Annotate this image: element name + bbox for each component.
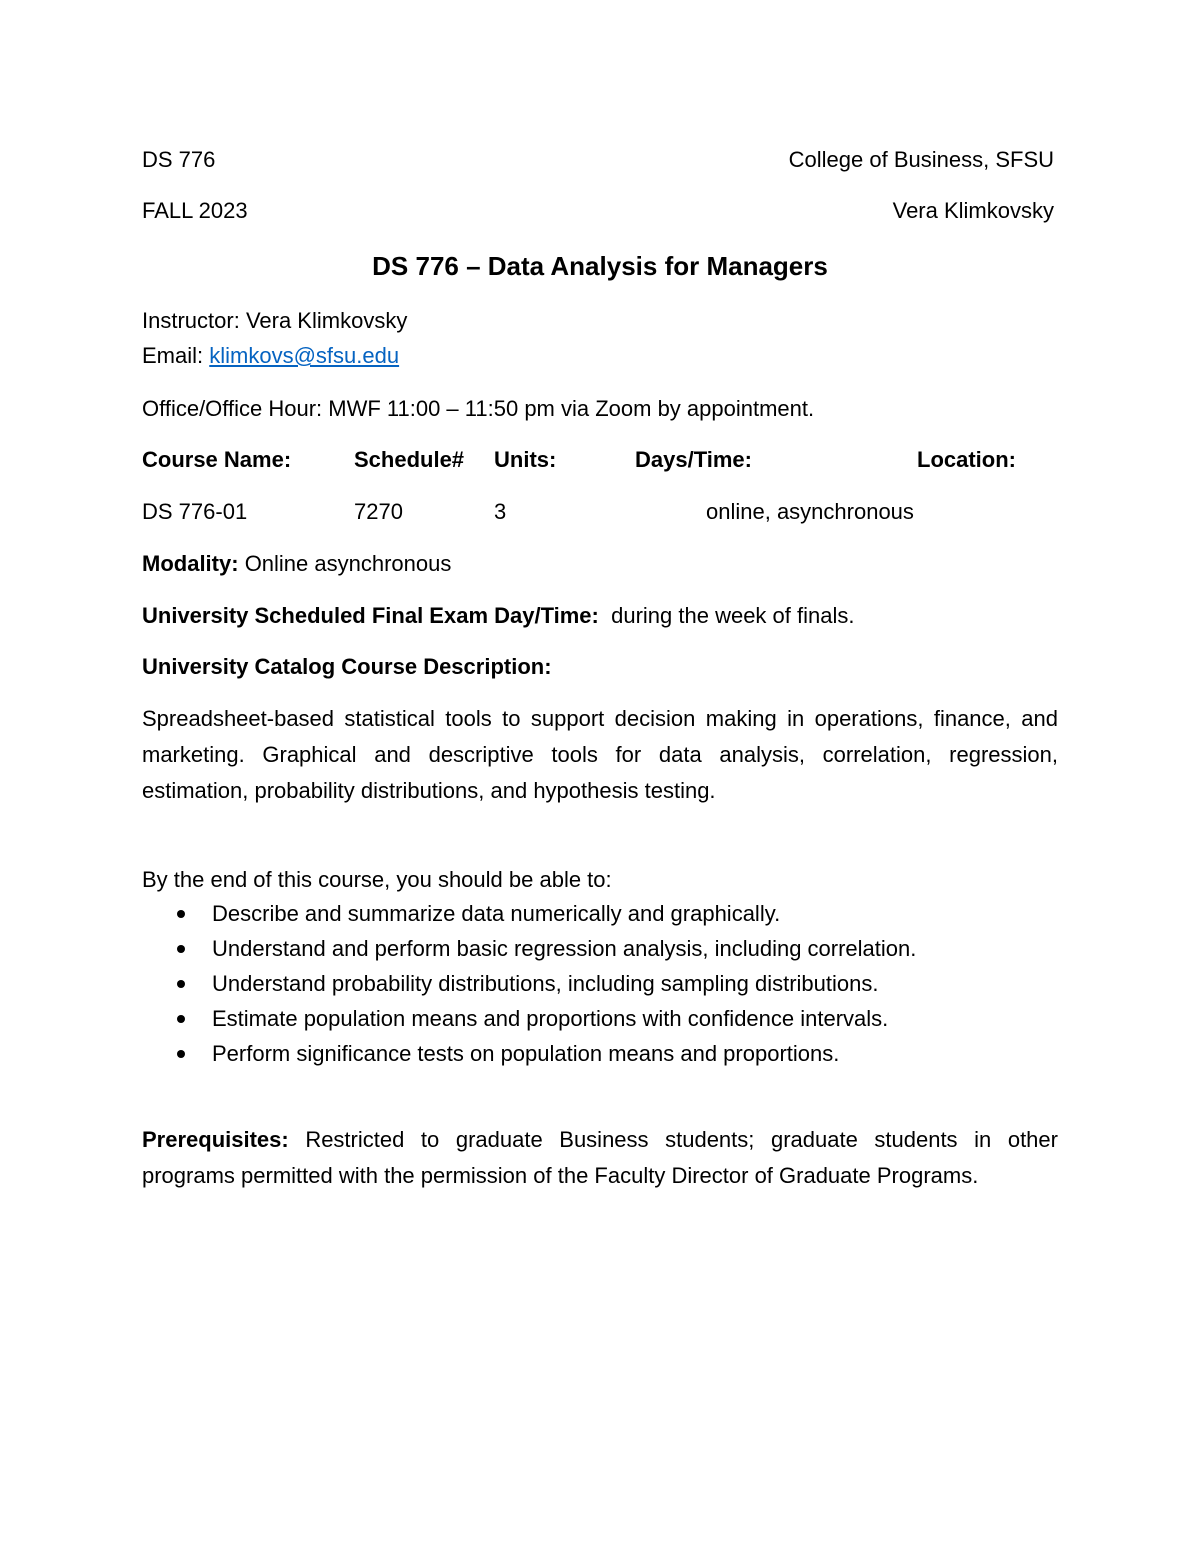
outcome-text: Describe and summarize data numerically and graphically.: [212, 901, 781, 926]
final-exam-line: [142, 603, 854, 629]
term: FALL 2023: [142, 198, 248, 223]
page-title: DS 776 – Data Analysis for Managers: [372, 251, 828, 281]
prerequisites-label: Prerequisites:: [142, 1127, 289, 1152]
bullet-icon: [177, 1050, 185, 1058]
email-line: [142, 343, 399, 369]
outcomes-list: [142, 898, 916, 1073]
bullet-icon: [177, 1015, 185, 1023]
college-name: College of Business, SFSU: [788, 147, 1054, 172]
bullet-icon: [177, 910, 185, 918]
catalog-description: Spreadsheet-based statistical tools to support decision making in operations, finance, and marketing. Graphical and descriptive tools for data analysis, correlation, regression, estimation, probability distributions, and hypothesis testing.: [142, 706, 1058, 803]
cell-course-name: DS 776-01: [142, 499, 248, 524]
cell-schedule: 7270: [354, 499, 403, 524]
prerequisites-value: Restricted to graduate Business students; graduate students in other programs permitted with the permission of the Faculty Director of Graduate Programs.: [142, 1127, 1058, 1188]
cell-units: 3: [494, 499, 507, 524]
header-location: Location:: [917, 447, 1016, 472]
modality-label: Modality:: [142, 551, 239, 576]
outcome-text: Understand and perform basic regression analysis, including correlation.: [212, 936, 917, 961]
final-exam-label: University Scheduled Final Exam Day/Time:: [142, 603, 599, 628]
email-label: Email:: [142, 343, 204, 368]
course-code: DS 776: [142, 147, 216, 172]
header-course-name: Course Name:: [142, 447, 292, 472]
list-item: [142, 968, 916, 1003]
modality-line: [142, 551, 451, 577]
outcome-text: Estimate population means and proportions with confidence intervals.: [212, 1006, 889, 1031]
cell-days-time: online, asynchronous: [706, 499, 914, 524]
header-instructor: Vera Klimkovsky: [892, 198, 1054, 223]
header-days-time: Days/Time:: [635, 447, 752, 472]
prerequisites: [142, 1122, 1058, 1194]
outcome-text: Understand probability distributions, including sampling distributions.: [212, 971, 879, 996]
list-item: [142, 933, 916, 968]
modality-value: Online asynchronous: [244, 551, 452, 576]
list-item: [142, 1003, 916, 1038]
instructor-value: Vera Klimkovsky: [245, 308, 408, 333]
outcome-text: Perform significance tests on population means and proportions.: [212, 1041, 840, 1066]
instructor-line: [142, 308, 407, 334]
header-schedule: Schedule#: [354, 447, 465, 472]
list-item: [142, 898, 916, 933]
catalog-label: University Catalog Course Description:: [142, 654, 552, 679]
bullet-icon: [177, 980, 185, 988]
outcomes-intro: By the end of this course, you should be able to:: [142, 867, 612, 892]
header-units: Units:: [494, 447, 557, 472]
email-link[interactable]: klimkovs@sfsu.edu: [209, 343, 400, 368]
list-item: [142, 1038, 916, 1073]
office-hours: Office/Office Hour: MWF 11:00 – 11:50 pm via Zoom by appointment.: [142, 396, 815, 421]
bullet-icon: [177, 945, 185, 953]
instructor-label: Instructor:: [142, 308, 240, 333]
final-exam-value: during the week of finals.: [611, 603, 855, 628]
